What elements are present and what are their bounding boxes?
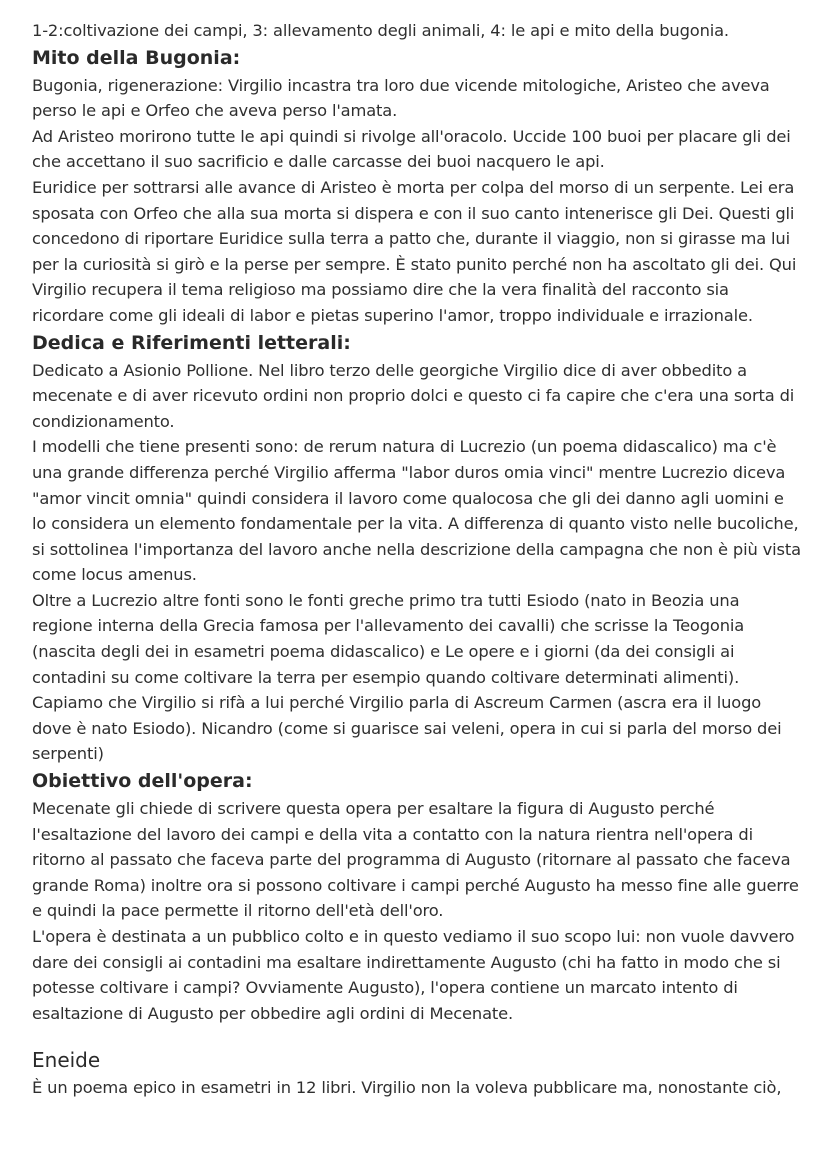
heading-eneide: Eneide (32, 1048, 101, 1073)
obiettivo-para-2: L'opera è destinata a un pubblico colto e in questo vediamo il suo scopo lui: non vuole davvero dare dei consigli ai contadini ma esaltare indirettamente Augusto (chi ha fatto in modo che si potesse coltivare i campi? Ovviamente Augusto), l'opera contiene un marcato intento di esaltazione di Augusto per obbedire agli ordini di Mecenate. (32, 927, 795, 1023)
dedica-para-3: Oltre a Lucrezio altre fonti sono le fonti greche primo tra tutti Esiodo (nato in Beozia una regione interna della Grecia famosa per l'allevamento dei cavalli) che scrisse la Teogonia (nascita degli dei in esametri poema didascalico) e Le opere e i giorni (da dei consigli ai contadini su come coltivare la terra per esempio quando coltivare determinati alimenti). Capiamo che Virgilio si rifà a lui perché Virgilio parla di Ascreum Carmen (ascra era il luogo dove è nato Esiodo). Nicandro (come si guarisce sai veleni, opera in cui si parla del morso dei serpenti) (32, 590, 782, 764)
bugonia-para-1: Bugonia, rigenerazione: Virgilio incastra tra loro due vicende mitologiche, Aristeo che aveva perso le api e Orfeo che aveva perso l'amata. (32, 75, 770, 121)
bugonia-para-3: Euridice per sottrarsi alle avance di Aristeo è morta per colpa del morso di un serpente. Lei era sposata con Orfeo che alla sua morta si dispera e con il suo canto intenerisce gli Dei. Questi gli concedono di riportare Euridice sulla terra a patto che, durante il viaggio, non si girasse ma lui per la curiosità si girò e la perse per sempre. È stato punito perché non ha ascoltato gli dei. Qui Virgilio recupera il tema religioso ma possiamo dire che la vera finalità del racconto sia ricordare come gli ideali di labor e pietas superino l'amor, troppo individuale e irrazionale. (32, 177, 797, 325)
obiettivo-para-1: Mecenate gli chiede di scrivere questa opera per esaltare la figura di Augusto perché l'esaltazione del lavoro dei campi e della vita a contatto con la natura rientra nell'opera di ritorno al passato che faceva parte del programma di Augusto (ritornare al passato che faceva grande Roma) inoltre ora si possono coltivare i campi perché Augusto ha messo fine alle guerre e quindi la pace permette il ritorno dell'età dell'oro. (32, 799, 799, 921)
heading-dedica: Dedica e Riferimenti letterali: (32, 331, 351, 354)
heading-obiettivo: Obiettivo dell'opera: (32, 770, 253, 793)
dedica-para-1: Dedicato a Asionio Pollione. Nel libro terzo delle georgiche Virgilio dice di aver obbedito a mecenate e di aver ricevuto ordini non proprio dolci e questo ci fa capire che c'era una sorta di condizionamento. (32, 360, 795, 431)
intro-line: 1-2:coltivazione dei campi, 3: allevamento degli animali, 4: le api e mito della bugonia. (32, 21, 729, 40)
document-page (32, 18, 802, 1101)
eneide-para-1: È un poema epico in esametri in 12 libri. Virgilio non la voleva pubblicare ma, nonostante ciò, (32, 1078, 782, 1098)
heading-mito-bugonia: Mito della Bugonia: (32, 46, 241, 69)
dedica-para-2: I modelli che tiene presenti sono: de rerum natura di Lucrezio (un poema didascalico) ma c'è una grande differenza perché Virgilio afferma "labor duros omia vinci" mentre Lucrezio diceva "amor vincit omnia" quindi considera il lavoro come qualocosa che gli dei danno agli uomini e lo considera un elemento fondamentale per la vita. A differenza di quanto visto nelle bucoliche, si sottolinea l'importanza del lavoro anche nella descrizione della campagna che non è più vista come locus amenus. (32, 437, 801, 585)
bugonia-para-2: Ad Aristeo morirono tutte le api quindi si rivolge all'oracolo. Uccide 100 buoi per placare gli dei che accettano il suo sacrificio e dalle carcasse dei buoi nacquero le api. (32, 126, 791, 172)
